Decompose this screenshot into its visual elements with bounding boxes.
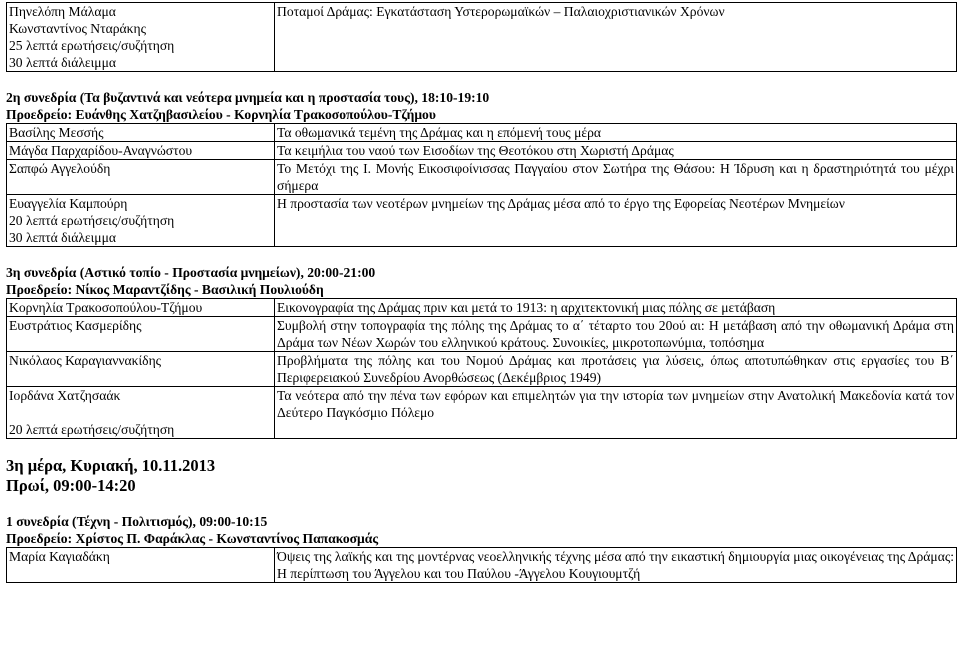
session-title: 2η συνεδρία (Τα βυζαντινά και νεότερα μνημεία και η προστασία τους), 18:10-19:10 [6,90,490,105]
talk-title: Το Μετόχι της Ι. Μονής Εικοσιφοίνισσας Παγγαίου στον Σωτήρα της Θάσου: Η Ίδρυση και η δραστηριότητά του μέχρι σήμερα [275,160,957,195]
talk-title: Τα νεότερα από την πένα των εφόρων και επιμελητών για την ιστορία των μνημείων στην Ανατολική Μακεδονία κατά τον Δεύτερο Παγκόσμιο Πόλεμο [275,387,957,439]
talk-title: Προβλήματα της πόλης και του Νομού Δράμας και προτάσεις για λύσεις, όπως αποτυπώθηκαν στις εργασίες του Β΄ Περιφερειακού Συνεδρίου Ανορθώσεως (Δεκέμβριος 1949) [275,352,957,387]
discussion-note: 20 λεπτά ερωτήσεις/συζήτηση [9,213,175,228]
session-title: 1 συνεδρία (Τέχνη - Πολιτισμός), 09:00-10:15 [6,514,268,529]
table-row [7,142,957,160]
talk-title: Η προστασία των νεοτέρων μνημείων της Δράμας μέσα από το έργο της Εφορείας Νεοτέρων Μνημείων [275,195,957,247]
table-row [7,124,957,142]
day-heading: 3η μέρα, Κυριακή, 10.11.2013 [6,456,216,475]
talk-title: Τα οθωμανικά τεμένη της Δράμας και η επόμενή τους μέρα [275,124,957,142]
table-row [7,387,957,439]
discussion-note: 25 λεπτά ερωτήσεις/συζήτηση [9,38,175,53]
talk-title: Εικονογραφία της Δράμας πριν και μετά το 1913: η αρχιτεκτονική μιας πόλης σε μετάβαση [275,299,957,317]
talk-title: Συμβολή στην τοπογραφία της πόλης της Δράμας το α΄ τέταρτο του 20ού αι: Η μετάβαση από την οθωμανική Δράμα στη Δράμα των Νέων Χωρών του ελληνικού κράτους. Συνοικίες, μικροτοπωνύμια, τοπόσημα [275,317,957,352]
speaker-name: Σαπφώ Αγγελούδη [7,160,275,195]
talk-title: Ποταμοί Δράμας: Εγκατάσταση Υστερορωμαϊκών – Παλαιοχριστιανικών Χρόνων [275,3,957,72]
session-chair: Προεδρείο: Νίκος Μαραντζίδης - Βασιλική Πουλιούδη [6,282,324,297]
talk-title: Τα κειμήλια του ναού των Εισοδίων της Θεοτόκου στη Χωριστή Δράμας [275,142,957,160]
program-page [6,2,957,583]
table-row [7,352,957,387]
break-note: 30 λεπτά διάλειμμα [9,230,116,245]
session-chair: Προεδρείο: Χρίστος Π. Φαράκλας - Κωνσταντίνος Παπακοσμάς [6,531,379,546]
speaker-name: Ευστράτιος Κασμερίδης [7,317,275,352]
discussion-note: 20 λεπτά ερωτήσεις/συζήτηση [9,422,175,437]
session-chair: Προεδρείο: Ευάνθης Χατζηβασιλείου - Κορνηλία Τρακοσοπούλου-Τζήμου [6,107,436,122]
table-row [7,548,957,583]
table-row [7,299,957,317]
speaker-name: Μαρία Καγιαδάκη [7,548,275,583]
table-row [7,195,957,247]
talk-title: Όψεις της λαϊκής και της μοντέρνας νεοελληνικής τέχνης μέσα από την εικαστική δημιουργία μιας οικογένειας της Δράμας: Η περίπτωση του Άγγελου και του Παύλου -Άγγελου Κουγιουμτζή [275,548,957,583]
speaker-name: Ευαγγελία Καμπούρη [9,196,128,211]
top-session-table [6,2,957,72]
speaker-cell [7,3,275,72]
session-table [6,123,957,247]
session-title: 3η συνεδρία (Αστικό τοπίο - Προστασία μνημείων), 20:00-21:00 [6,265,376,280]
table-row [7,317,957,352]
speaker-name: Ιορδάνα Χατζησαάκ [9,388,121,403]
break-note: 30 λεπτά διάλειμμα [9,55,116,70]
speaker-name: Μάγδα Παρχαρίδου-Αναγνώστου [7,142,275,160]
speaker-name: Νικόλαος Καραγιαννακίδης [7,352,275,387]
speaker-name: Πηνελόπη Μάλαμα [9,4,116,19]
speaker-name: Κορνηλία Τρακοσοπούλου-Τζήμου [7,299,275,317]
day-subheading: Πρωί, 09:00-14:20 [6,476,136,495]
speaker-cell [7,195,275,247]
session-table [6,298,957,439]
table-row [7,160,957,195]
session-table [6,547,957,583]
speaker-cell [7,387,275,439]
table-row [7,3,957,72]
speaker-name: Βασίλης Μεσσής [7,124,275,142]
speaker-name: Κωνσταντίνος Νταράκης [9,21,146,36]
